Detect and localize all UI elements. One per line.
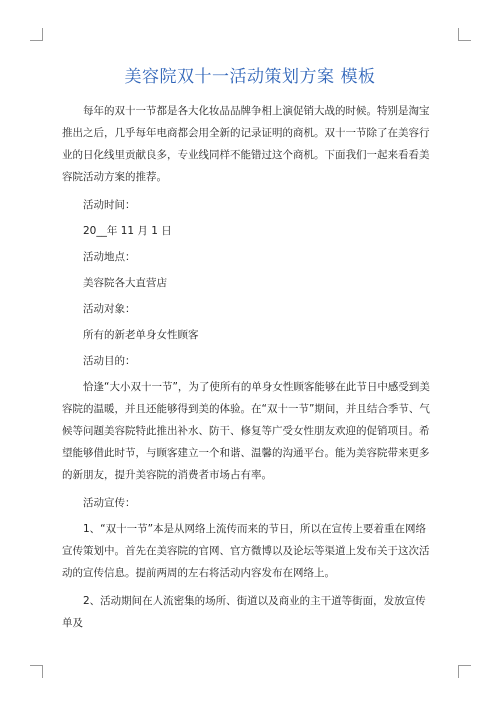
corner-mark-bottom-left <box>30 665 43 678</box>
promotion-item-2: 2、活动期间在人流密集的场所、街道以及商业的主干道等街面，发放宣传单及 <box>62 595 426 629</box>
event-audience: 所有的新老单身女性顾客 <box>83 329 199 341</box>
promotion-item-1: 1、“双十一节”本是从网络上流传而来的节日，所以在宣传上要着重在网络宣传策划中。首先在美容院的官网、官方微博以及论坛等渠道上发布关于这次活动的宣传信息。提前两周的左右将活动内容发布在网络上。 <box>62 523 430 579</box>
section-label-location: 活动地点： <box>83 251 136 263</box>
event-time: 20__年 11 月 1 日 <box>83 225 172 237</box>
intro-paragraph: 每年的双十一节都是各大化妆品品牌争相上演促销大战的时候。特别是淘宝推出之后，几乎每年电商都会用全新的记录证明的商机。双十一节除了在美容行业的日化线里贡献良多，专业线同样不能错过这个商机。下面我们一起来看看美容院活动方案的推荐。 <box>62 105 430 183</box>
purpose-paragraph: 恰逢“大小双十一节”，为了使所有的单身女性顾客能够在此节日中感受到美容院的温暖，并且还能够得到美的体验。在“双十一节”期间，并且结合季节、气候等问题美容院特此推出补水、防干、修复等广受女性朋友欢迎的促销项目。希望能够借此时节，与顾客建立一个和谐、温馨的沟通平台。能为美容院带来更多的新朋友，提升美容院的消费者市场占有率。 <box>62 381 430 481</box>
document-title: 美容院双十一活动策划方案 模板 <box>124 67 376 87</box>
section-label-audience: 活动对象： <box>83 303 136 315</box>
event-location: 美容院各大直营店 <box>83 277 167 289</box>
section-label-purpose: 活动目的： <box>83 355 136 367</box>
document-body <box>62 100 434 638</box>
corner-mark-bottom-right <box>458 665 471 678</box>
section-label-time: 活动时间： <box>83 199 136 211</box>
corner-mark-top-left <box>30 28 43 41</box>
section-label-promotion: 活动宣传： <box>83 497 136 509</box>
corner-mark-top-right <box>458 28 471 41</box>
